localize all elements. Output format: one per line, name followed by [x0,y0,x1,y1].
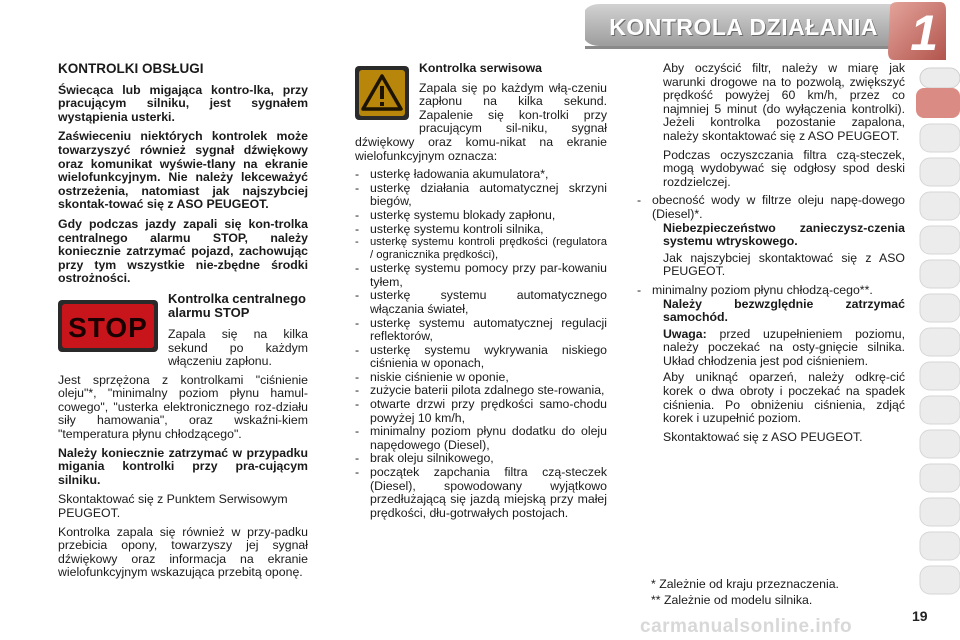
burn-warning-text: Aby uniknąć oparzeń, należy odkrę-cić korek o dwa obroty i poczekać na spadek ciśnienia. Po obniżeniu ciśnienia, zdjąć korek i uzupełnić poziom. [663,370,905,426]
filter-cleaning-text: Aby oczyścić filtr, należy w miarę jak warunki drogowe na to pozwolą, zwiększyć prędkość powyżej 60 km/h, przez co najmniej 5 minut (do wyłączenia kontrolki). Jeżeli kontrolka pozostanie zapalona, należy skontaktować się z ASO PEUGEOT. [663,61,905,143]
page-title: KONTROLA DZIAŁANIA [609,14,878,40]
service-warning-icon [355,66,409,120]
list-item: - usterkę systemu pomocy przy par-kowaniu tyłem, [355,261,607,289]
watermark: carmanualsonline.info [640,616,853,637]
warning-paragraph-3: Gdy podczas jazdy zapali się kon-trolka centralnego alarmu STOP, należy koniecznie zatrzymać pojazd, zachowując przy tym wszystkie nie-zbędne środki ostrożności. [58,216,308,286]
list-item: - usterkę działania automatycznej skrzyni biegów, [355,180,607,209]
contact-aso-text-2: Skontaktować się z ASO PEUGEOT. [663,429,863,444]
note-text: przed uzupełnieniem poziomu, należy poczekać na osty-gnięcie silnika. Układ chłodzenia jest pod ciśnieniem. [663,326,905,368]
stop-lamp-title: Kontrolka centralnego alarmu STOP [168,290,306,320]
tyre-puncture-text: Kontrolka zapala się również w przy-padku przebicia opony, towarzyszy jej sygnał dźwiękowy oraz informacja na ekranie wielofunkcyjnym wskazująca przebitą oponę. [58,524,308,580]
list-item: - obecność wody w filtrze oleju napę-dowego (Diesel)*. [637,193,905,221]
list-item: - minimalny poziom płynu dodatku do oleju napędowego (Diesel), [355,424,607,452]
list-item: - zużycie baterii pilota zdalnego ste-rowania, [355,383,605,398]
list-item: - usterkę ładowania akumulatora*, [355,167,549,182]
list-item: - niskie ciśnienie w oponie, [355,369,509,384]
stop-car-warning: Należy bezwzględnie zatrzymać samochód. [663,296,905,325]
chapter-tabs [916,60,960,620]
column-left [58,62,308,585]
stop-lamp-description: Jest sprzężona z kontrolkami "ciśnienie oleju"*, "minimalny poziom płynu hamul-cowego", "usterka elektronicznego roz-działu siły hamowania", oraz wskaźni-kiem "temperatura płynu chłodzącego". [58,372,308,442]
page-number: 19 [912,608,928,624]
footnote-2: ** Zależnie od modelu silnika. [651,592,813,607]
list-item: - usterkę systemu automatycznego włączania świateł, [355,288,607,316]
warning-paragraph-2: Zaświeceniu niektórych kontrolek może towarzyszyć również sygnał dźwiękowy oraz komunikat wyświe-tlany na ekranie wielofunkcyjnym. Nie należy lekceważyć ostrzeżenia, natomiast jak najszybciej skontak-tować się z ASO PEUGEOT. [58,129,308,212]
list-item: - minimalny poziom płynu chłodzą-cego**. [637,282,873,297]
note-paragraph [637,328,905,369]
filter-noise-text: Podczas oczyszczania filtra czą-steczek, mogą wydobywać się odgłosy spod deski rozdzielczej. [663,147,905,189]
footnote-1: * Zależnie od kraju przeznaczenia. [651,577,839,591]
note-label: Uwaga: [663,326,707,341]
stop-warning-icon [58,300,158,352]
footnotes [651,577,839,608]
stop-lamp-block [58,292,308,374]
service-fault-list [355,168,607,520]
list-item: - początek zapchania filtra czą-steczek (Diesel), spowodowany wyjątkowo przedłużającą się jazdą miejską przy małej prędkości, dłu-gotrwałych postojach. [355,465,607,520]
injection-warning: Niebezpieczeństwo zanieczysz-czenia systemu wtryskowego. [663,220,905,249]
list-item: - usterkę systemu kontroli prędkości (regulatora / ogranicznika prędkości), [355,236,607,262]
contact-service-text: Skontaktować się z Punktem Serwisowym PEUGEOT. [58,492,288,521]
list-item: - brak oleju silnikowego, [355,451,494,466]
list-item: - usterkę systemu automatycznej regulacji reflektorów, [355,315,607,344]
svg-text:STOP: STOP [68,311,148,343]
warning-paragraph-1: Świecąca lub migająca kontro-lka, przy pracującym silniku, jest sygnałem wystąpienia usterki. [58,82,308,124]
page-header [0,0,960,62]
contact-aso-text: Jak najszybciej skontaktować się z ASO PEUGEOT. [663,250,905,279]
column-middle [355,62,607,520]
column-right [637,62,905,449]
list-item: - usterkę systemu blokady zapłonu, [355,207,556,222]
list-item: - usterkę systemu kontroli silnika, [355,221,544,236]
chapter-number: 1 [910,5,938,61]
service-lamp-text: Zapala się po każdym włą-czeniu zapłonu na kilka sekund. Zapalenie się kon-trolki przy pracującym sil-niku, sygnał dźwiękowy oraz komu-nikat na ekranie wielofunkcyjnym oznacza: [355,80,607,163]
section-heading: KONTROLKI OBSŁUGI [58,61,204,76]
service-lamp-title: Kontrolka serwisowa [419,61,543,75]
list-item: - usterkę systemu wykrywania niskiego ciśnienia w oponach, [355,342,607,371]
stop-lamp-warning: Należy koniecznie zatrzymać w przypadku migania kontrolki przy pra-cującym silniku. [58,445,308,487]
stop-lamp-text: Zapala się na kilka sekund po każdym włączeniu zapłonu. [168,326,308,369]
list-item: - otwarte drzwi przy prędkości samo-chodu powyżej 10 km/h, [355,397,607,425]
